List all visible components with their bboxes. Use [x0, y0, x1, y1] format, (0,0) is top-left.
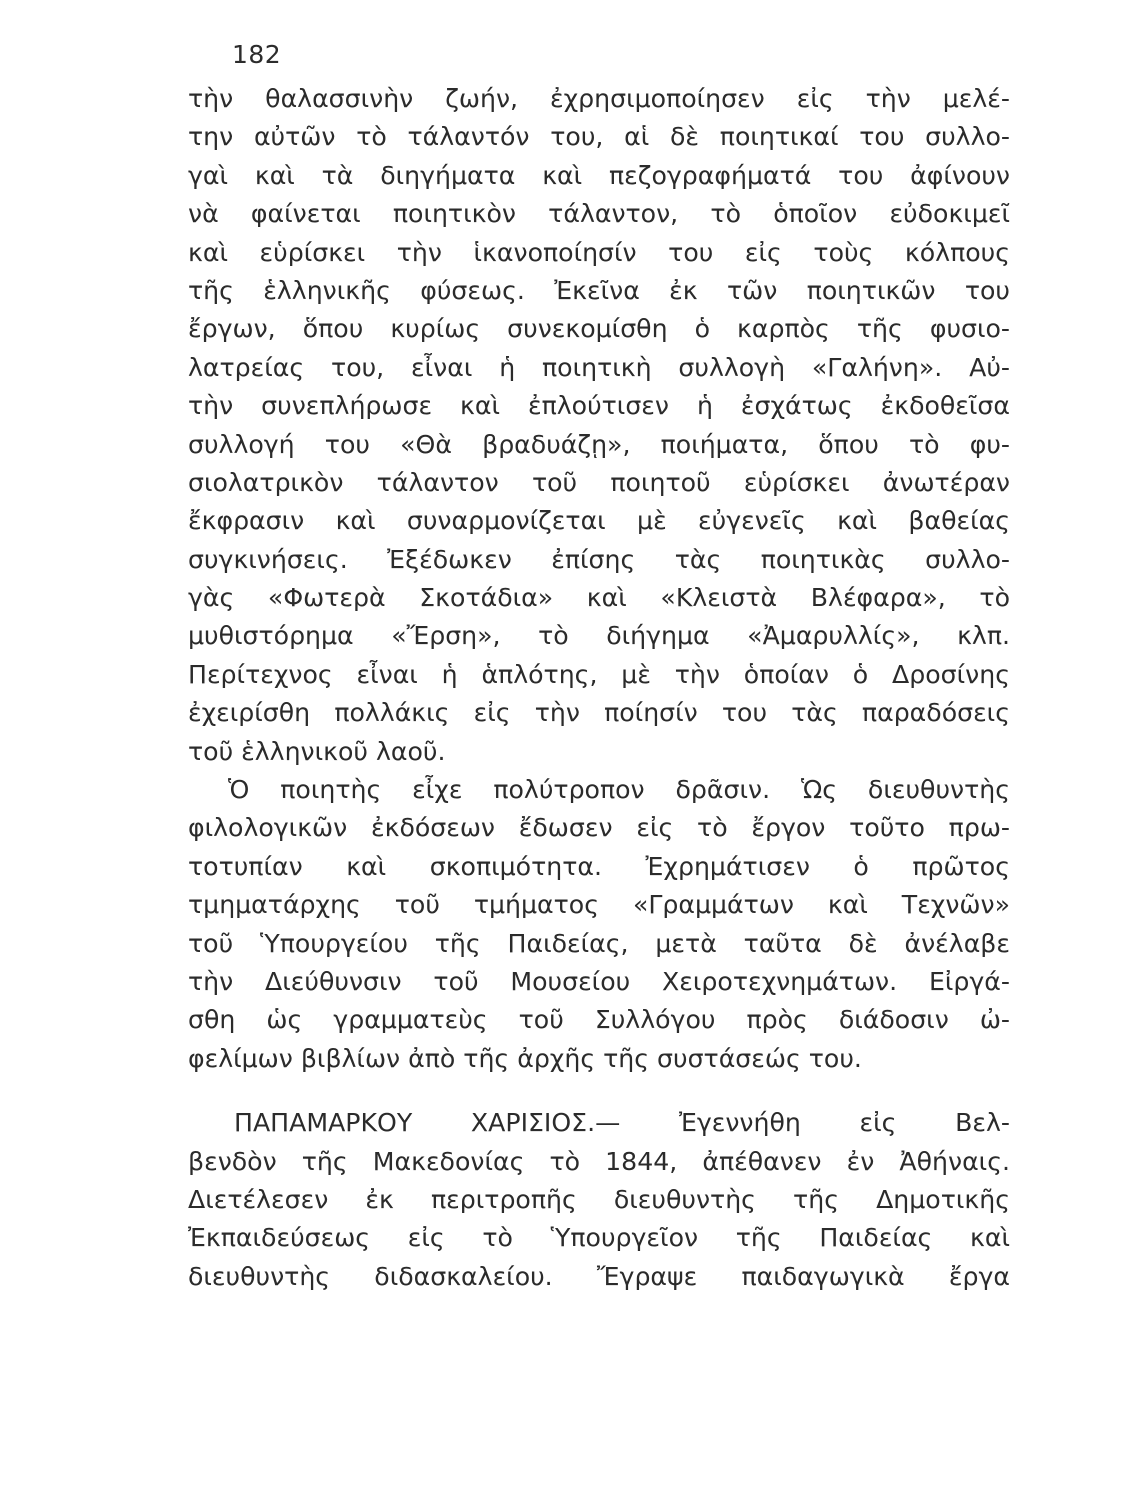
text-line: σθη ὡς γραμματεὺς τοῦ Συλλόγου πρὸς διάδοσιν ὠ- — [188, 1005, 1010, 1035]
text-line: τοῦ Ὑπουργείου τῆς Παιδείας, μετὰ ταῦτα δὲ ἀνέλαβε — [188, 928, 1010, 958]
text-line: γὰς «Φωτερὰ Σκοτάδια» καὶ «Κλειστὰ Βλέφαρα», τὸ — [188, 583, 1010, 613]
text-line: τὴν συνεπλήρωσε καὶ ἐπλούτισεν ἡ ἐσχάτως ἐκδοθεῖσα — [188, 391, 1010, 421]
text-line: τοτυπίαν καὶ σκοπιμότητα. Ἐχρημάτισεν ὁ πρῶτος — [188, 851, 1010, 881]
text-line: καὶ εὑρίσκει τὴν ἱκανοποίησίν του εἰς τοὺς κόλπους — [188, 237, 1010, 267]
text-line: Ὁ ποιητὴς εἶχε πολύτροπον δρᾶσιν. Ὡς διευθυντὴς — [228, 775, 1010, 805]
body-text — [188, 80, 1010, 1296]
text-line: ἔκφρασιν καὶ συναρμονίζεται μὲ εὐγενεῖς καὶ βαθείας — [188, 506, 1010, 536]
paragraph-1 — [188, 80, 1010, 771]
text-line: τὴν Διεύθυνσιν τοῦ Μουσείου Χειροτεχνημάτων. Εἰργά- — [188, 966, 1010, 996]
page-number: 182 — [232, 40, 282, 69]
text-line: νὰ φαίνεται ποιητικὸν τάλαντον, τὸ ὁποῖον εὐδοκιμεῖ — [188, 199, 1010, 229]
paragraph-spacer — [188, 1078, 1010, 1104]
text-line: συλλογή του «Θὰ βραδυάζῃ», ποιήματα, ὅπου τὸ φυ- — [188, 429, 1010, 459]
text-line: Ἐκπαιδεύσεως εἰς τὸ Ὑπουργεῖον τῆς Παιδείας καὶ — [188, 1223, 1010, 1253]
text-line: τὴν θαλασσινὴν ζωήν, ἐχρησιμοποίησεν εἰς τὴν μελέ- — [188, 84, 1010, 113]
text-line: γαὶ καὶ τὰ διηγήματα καὶ πεζογραφήματά του ἀφίνουν — [188, 160, 1010, 190]
text-line: την αὐτῶν τὸ τάλαντόν του, αἱ δὲ ποιητικαί του συλλο- — [188, 122, 1010, 152]
text-line: φελίμων βιβλίων ἀπὸ τῆς ἀρχῆς τῆς συστάσεώς του. — [188, 1043, 862, 1073]
text-line: ΠΑΠΑΜΑΡΚΟΥ ΧΑΡΙΣΙΟΣ.— Ἐγεννήθη εἰς Βελ- — [234, 1108, 1010, 1138]
text-line: διευθυντὴς διδασκαλείου. Ἔγραψε παιδαγωγικὰ ἔργα — [188, 1261, 1010, 1291]
text-line: φιλολογικῶν ἐκδόσεων ἔδωσεν εἰς τὸ ἔργον τοῦτο πρω- — [188, 813, 1010, 843]
text-line: συγκινήσεις. Ἐξέδωκεν ἐπίσης τὰς ποιητικὰς συλλο- — [188, 544, 1010, 574]
text-line: σιολατρικὸν τάλαντον τοῦ ποιητοῦ εὑρίσκει ἀνωτέραν — [188, 467, 1010, 497]
text-line: Περίτεχνος εἶναι ἡ ἁπλότης, μὲ τὴν ὁποίαν ὁ Δροσίνης — [188, 659, 1010, 689]
text-line: μυθιστόρημα «Ἔρση», τὸ διήγημα «Ἀμαρυλλίς», κλπ. — [188, 621, 1010, 651]
text-line: Διετέλεσεν ἐκ περιτροπῆς διευθυντὴς τῆς Δημοτικῆς — [188, 1184, 1010, 1214]
text-line: ἔργων, ὅπου κυρίως συνεκομίσθη ὁ καρπὸς τῆς φυσιο- — [188, 314, 1010, 344]
text-line: ἐχειρίσθη πολλάκις εἰς τὴν ποίησίν του τὰς παραδόσεις — [188, 698, 1010, 728]
paragraph-3 — [188, 1104, 1010, 1296]
text-line: τῆς ἑλληνικῆς φύσεως. Ἐκεῖνα ἐκ τῶν ποιητικῶν του — [188, 275, 1010, 305]
paragraph-2 — [188, 771, 1010, 1078]
text-line: τμηματάρχης τοῦ τμήματος «Γραμμάτων καὶ Τεχνῶν» — [188, 890, 1010, 920]
text-line: τοῦ ἑλληνικοῦ λαοῦ. — [188, 736, 446, 766]
text-line: λατρείας του, εἶναι ἡ ποιητικὴ συλλογὴ «Γαλήνη». Αὐ- — [188, 352, 1010, 382]
text-line: βενδὸν τῆς Μακεδονίας τὸ 1844, ἀπέθανεν ἐν Ἀθήναις. — [188, 1146, 1010, 1176]
